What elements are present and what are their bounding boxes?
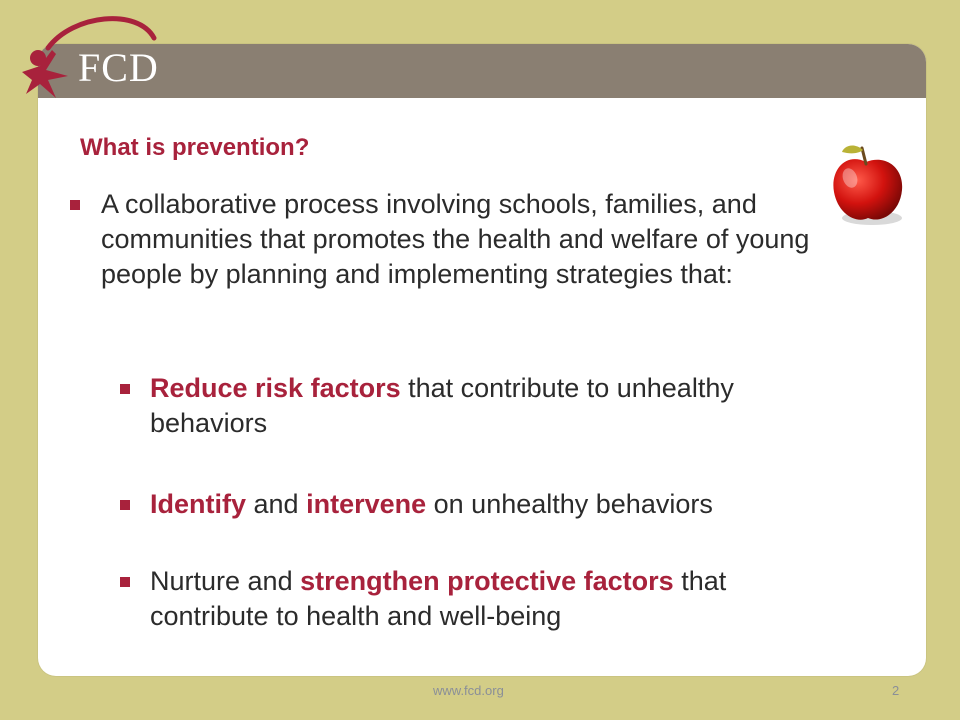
emphasis-text: intervene: [306, 489, 427, 519]
emphasis-text: Identify: [150, 489, 247, 519]
bullet-marker: [120, 384, 130, 394]
page-number: 2: [892, 683, 900, 698]
bullet-marker: [120, 500, 130, 510]
footer-url: www.fcd.org: [433, 683, 504, 698]
bullet-text: that contribute to health and well-being: [150, 566, 727, 631]
bullet-text: and: [246, 489, 307, 519]
bullet-marker: [70, 200, 80, 210]
emphasis-text: Reduce risk factors: [150, 373, 401, 403]
sub-bullet-1: [150, 371, 850, 441]
sub-bullet-3: [150, 564, 850, 634]
main-bullet-text: A collaborative process involving schools, families, and communities that promotes the health and welfare of young people by planning and implementing strategies that:: [101, 189, 810, 289]
bullet-text: Nurture and: [150, 566, 301, 596]
logo-text: FCD: [78, 45, 159, 90]
bullet-text: on unhealthy behaviors: [426, 489, 713, 519]
bullet-marker: [120, 577, 130, 587]
sub-bullet-2: [150, 487, 850, 522]
apple-icon: [826, 140, 908, 230]
figure-icon: [22, 50, 68, 98]
slide-title: What is prevention?: [80, 134, 310, 161]
emphasis-text: strengthen protective factors: [300, 566, 674, 596]
bullet-text: that contribute to unhealthy behaviors: [150, 373, 734, 438]
